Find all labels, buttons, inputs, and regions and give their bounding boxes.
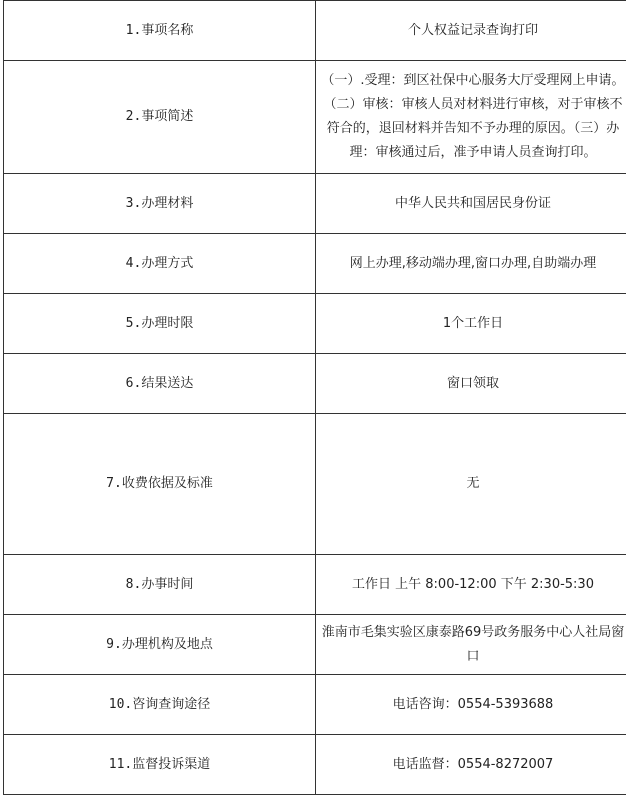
row-label: 3.办理材料 <box>4 174 316 234</box>
table-row <box>4 174 626 234</box>
row-value: 电话监督：0554-8272007 <box>316 735 626 795</box>
table-row <box>4 234 626 294</box>
row-label: 11.监督投诉渠道 <box>4 735 316 795</box>
row-label: 9.办理机构及地点 <box>4 615 316 675</box>
row-value: 1个工作日 <box>316 294 626 354</box>
row-label: 10.咨询查询途径 <box>4 675 316 735</box>
table-row <box>4 61 626 174</box>
row-label: 1.事项名称 <box>4 1 316 61</box>
table-row <box>4 354 626 414</box>
row-label: 8.办事时间 <box>4 555 316 615</box>
row-value: （一）.受理：到区社保中心服务大厅受理网上申请。（二）审核：审核人员对材料进行审核，对于审核不符合的，退回材料并告知不予办理的原因。（三）办理：审核通过后，准予申请人员查询打印。 <box>316 61 626 174</box>
row-label: 6.结果送达 <box>4 354 316 414</box>
row-label: 4.办理方式 <box>4 234 316 294</box>
row-value: 窗口领取 <box>316 354 626 414</box>
row-label: 7.收费依据及标准 <box>4 414 316 555</box>
row-value: 电话咨询：0554-5393688 <box>316 675 626 735</box>
row-value: 网上办理,移动端办理,窗口办理,自助端办理 <box>316 234 626 294</box>
table-row <box>4 675 626 735</box>
row-value: 无 <box>316 414 626 555</box>
table-row <box>4 1 626 61</box>
row-value: 淮南市毛集实验区康泰路69号政务服务中心人社局窗口 <box>316 615 626 675</box>
row-label: 5.办理时限 <box>4 294 316 354</box>
row-label: 2.事项简述 <box>4 61 316 174</box>
service-info-table <box>3 0 626 795</box>
row-value: 中华人民共和国居民身份证 <box>316 174 626 234</box>
row-value: 工作日 上午 8:00-12:00 下午 2:30-5:30 <box>316 555 626 615</box>
table-row <box>4 294 626 354</box>
table-row <box>4 735 626 795</box>
table-row <box>4 615 626 675</box>
row-value: 个人权益记录查询打印 <box>316 1 626 61</box>
table-row <box>4 555 626 615</box>
table-row <box>4 414 626 555</box>
